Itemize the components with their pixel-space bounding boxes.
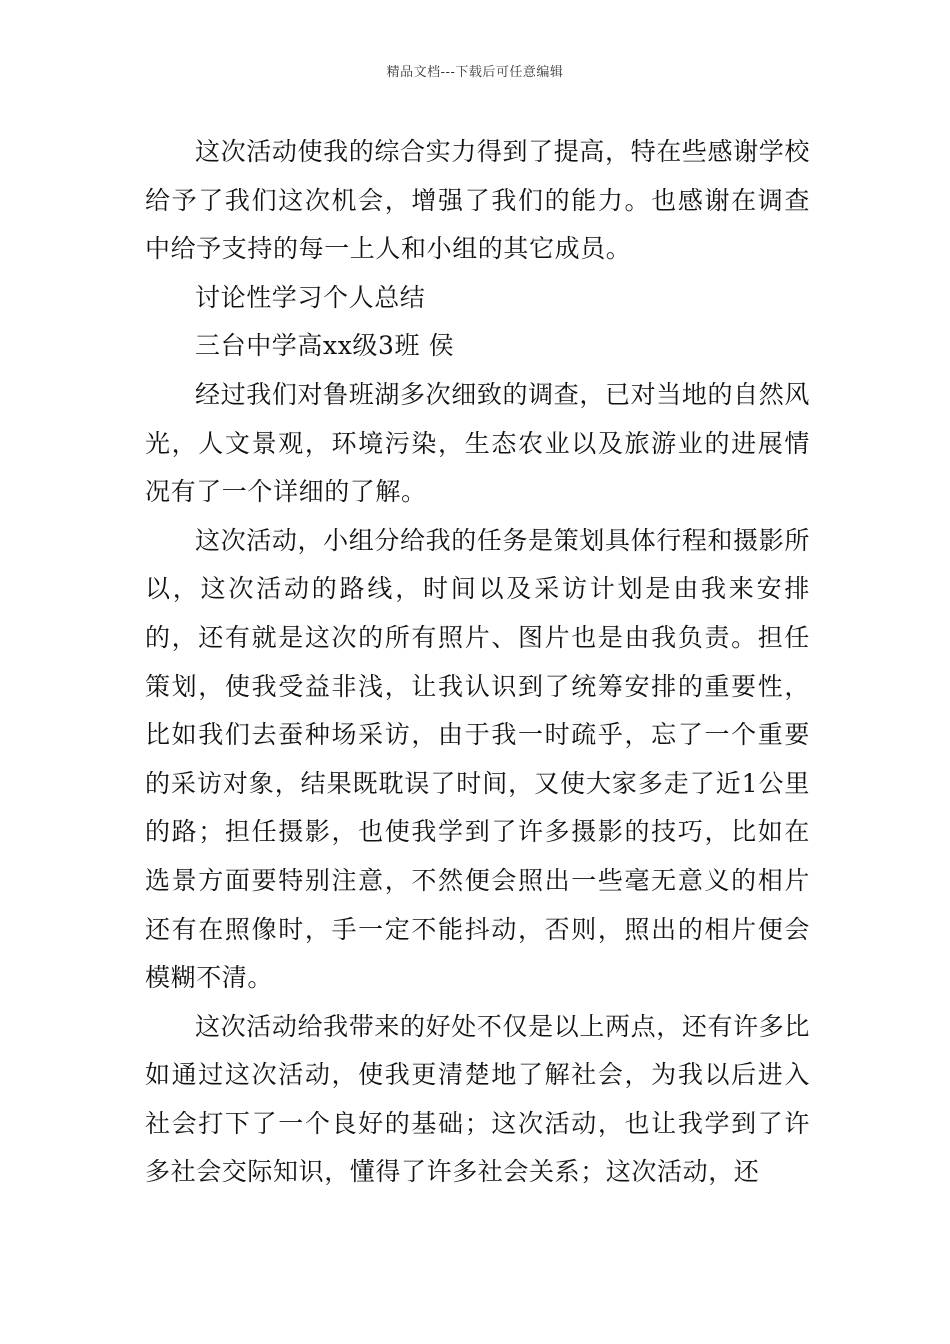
paragraph-benefits: 这次活动给我带来的好处不仅是以上两点，还有许多比如通过这次活动，使我更清楚地了解社会，为我以后进入社会打下了一个良好的基础；这次活动，也让我学到了许多社会交际知识，懂得了许多社会关系；这次活动，还 <box>145 1011 810 1187</box>
document-body <box>145 128 810 1197</box>
paragraph-tasks: 这次活动，小组分给我的任务是策划具体行程和摄影所以，这次活动的路线，时间以及采访计划是由我来安排的，还有就是这次的所有照片、图片也是由我负责。担任策划，使我受益非浅，让我认识到了统筹安排的重要性，比如我们去蚕种场采访，由于我一时疏乎，忘了一个重要的采访对象，结果既耽误了时间，又使大家多走了近1公里的路；担任摄影，也使我学到了许多摄影的技巧，比如在选景方面要特别注意，不然便会照出一些毫无意义的相片还有在照像时，手一定不能抖动，否则，照出的相片便会模糊不清。 <box>145 525 810 993</box>
page-header: 精品文档---下载后可任意编辑 <box>386 65 564 80</box>
section-title: 讨论性学习个人总结 <box>195 282 426 312</box>
paragraph-survey: 经过我们对鲁班湖多次细致的调查，已对当地的自然风光，人文景观，环境污染，生态农业以及旅游业的进展情况有了一个详细的了解。 <box>145 379 810 507</box>
author-line: 三台中学高xx级3班 侯 <box>195 331 455 361</box>
paragraph-thanks: 这次活动使我的综合实力得到了提高，特在些感谢学校给予了我们这次机会，增强了我们的能力。也感谢在调查中给予支持的每一上人和小组的其它成员。 <box>145 137 810 264</box>
